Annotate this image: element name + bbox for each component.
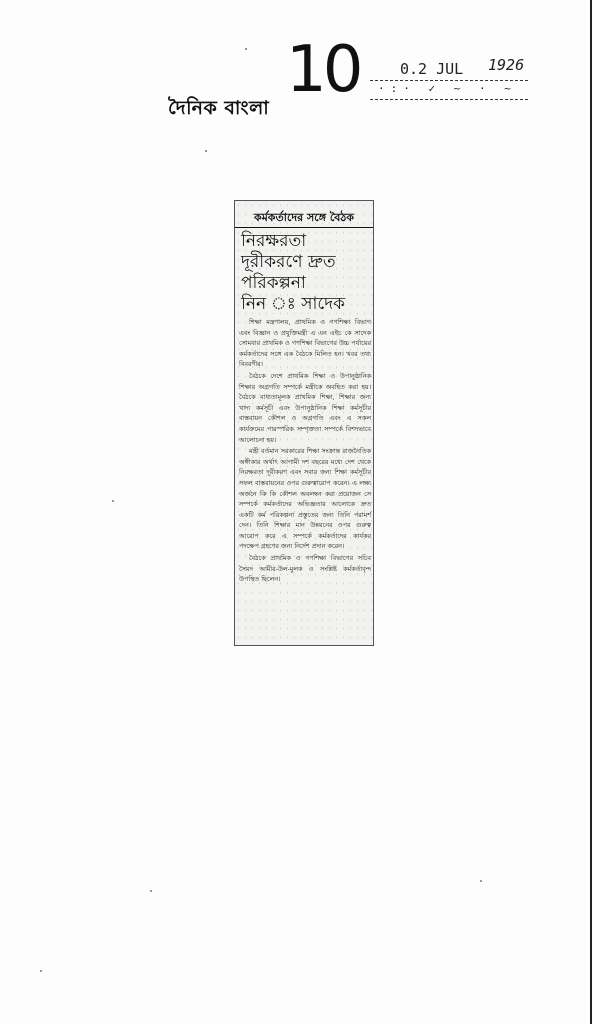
scan-speck [112,500,114,502]
stamp-marks: ·:· ✓ ~ · ~ [378,82,517,95]
clipping-body [239,317,371,586]
headline-line: দূরীকরণে দ্রুত [241,252,336,272]
news-clipping [234,200,374,646]
handwritten-page-number: 10 [286,33,360,107]
scan-speck [480,880,482,882]
clipping-kicker: কর্মকর্তাদের সঙ্গে বৈঠক [235,209,373,228]
headline-line: নিরক্ষরতা [241,231,307,251]
scan-speck [205,150,207,152]
body-paragraph: বৈঠকে প্রাথমিক ও গণশিক্ষা বিভাগের সচিব সৈয়দ আমীর-উল-মুলক ও সংশ্লিষ্ট কর্মকর্তাবৃন্দ উপস্থিত ছিলেন। [239,554,371,584]
page-edge [590,0,592,1024]
date-stamp [370,56,530,104]
scan-speck [40,970,42,972]
newspaper-name: দৈনিক বাংলা [168,97,270,119]
headline-line: নিন ঃ সাদেক [241,294,346,314]
body-paragraph: বৈঠকে দেশে প্রাথমিক শিক্ষা ও উপানুষ্ঠানিক শিক্ষার অগ্রগতি সম্পর্কে মন্ত্রীকে অবহিত করা হয়। বৈঠকে বাধ্যতামূলক প্রাথমিক শিক্ষা, শিক্ষার জন্য খাদ্য কর্মসূচী এবং উপানুষ্ঠানিক শিক্ষা কর্মসূচীর বাস্তবায়ন কৌশল ও অগ্রগতি এবং এ সকল কার্যক্রমের পারস্পরিক সম্পৃক্ততা সম্পর্কে বিশদভাবে আলোচনা হয়। [239,371,371,444]
date-year-annotation: 1926 [488,56,525,74]
scan-speck [150,890,152,892]
body-paragraph: মন্ত্রী বর্তমান সরকারের শিক্ষা সংক্রান্ত রাজনৈতিক অঙ্গীকার অর্থাৎ আগামী দশ বছরের মধ্যে দেশ থেকে নিরক্ষরতা দূরীকরণ এবং সবার জন্য শিক্ষা কর্মসূচীর সফল বাস্তবায়নের ওপর গুরুত্বারোপ করেন। এ লক্ষ্য অর্জনে কি কি কৌশল অবলম্বন করা প্রয়োজন সে সম্পর্কে কর্মকর্তাদের অভিজ্ঞতার আলোকে দ্রুত একটি কর্ম পরিকল্পনা প্রস্তুতের জন্য তিনি পরামর্শ দেন। তিনি শিক্ষার মান উন্নয়নের ওপর গুরুত্ব আরোপ করে এ সম্পর্কে কর্মকর্তাদের কার্যকর পদক্ষেপ গ্রহণের জন্য নির্দেশ প্রদান করেন। [239,447,371,551]
headline-line: পরিকল্পনা [241,273,306,293]
clipping-headline [241,231,369,315]
body-paragraph: শিক্ষা মন্ত্রণালয়, প্রাথমিক ও গণশিক্ষা বিভাগ এবং বিজ্ঞান ও প্রযুক্তিমন্ত্রী এ এন এইচ কে সাদেক সোমবার প্রাথমিক ও গণশিক্ষা বিভাগের উচ্চ পর্যায়ের কর্মকর্তাদের সঙ্গে এক বৈঠকে মিলিত হন। খবর তথ্য বিবরণীর। [239,318,371,369]
scan-speck [245,48,247,50]
date-stamp-text: 0.2 JUL [400,60,464,78]
